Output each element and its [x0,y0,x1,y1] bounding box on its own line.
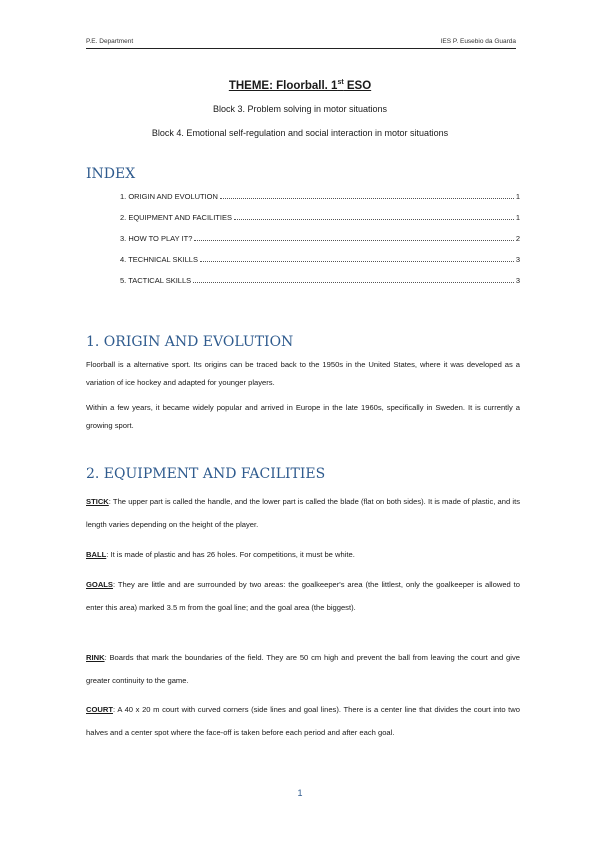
equipment-term: RINK [86,653,105,662]
toc-entry-label: 1. ORIGIN AND EVOLUTION [120,192,218,201]
toc-entry-page: 3 [515,255,520,264]
equipment-description: : It is made of plastic and has 26 holes. For competitions, it must be white. [106,550,355,559]
origin-paragraph-2: Within a few years, it became widely popular and arrived in Europe in the late 1960s, specifically in Sweden. It is currently a growing sport. [86,403,520,430]
toc-leader [194,240,513,241]
header-department: P.E. Department [86,38,134,45]
equipment-item-rink [86,646,520,692]
equipment-description: : The upper part is called the handle, and the lower part is called the blade (flat on both sides). It is made of plastic, and its length varies depending on the height of the player. [86,497,520,529]
toc-entry-label: 2. EQUIPMENT AND FACILITIES [120,213,232,222]
toc-entry-page: 3 [515,276,520,285]
toc-entry[interactable] [120,191,520,212]
toc-entry[interactable] [120,233,520,254]
equipment-description: : A 40 x 20 m court with curved corners (side lines and goal lines). There is a center line that divides the court into two halves and a center spot where the face-off is taken before each period and after each goal. [86,705,520,737]
equipment-item-goals [86,573,520,619]
equipment-item-stick [86,490,520,536]
toc-leader [193,282,514,283]
equipment-heading: 2. EQUIPMENT AND FACILITIES [86,466,326,482]
toc-entry[interactable] [120,254,520,275]
equipment-description: : They are little and are surrounded by two areas: the goalkeeper's area (the littlest, only the goalkeeper is allowed to enter this area) marked 3.5 m from the goal line; and the goal area (the biggest). [86,580,520,612]
toc-entry-page: 1 [515,192,520,201]
toc-entry-page: 2 [515,234,520,243]
toc-entry-label: 5. TACTICAL SKILLS [120,276,192,285]
running-header [86,38,516,45]
origin-paragraph-1: Floorball is a alternative sport. Its origins can be traced back to the 1950s in the United States, where it was developed as a variation of ice hockey and adapted for younger players. [86,360,520,387]
index-heading: INDEX [86,166,136,182]
header-school: IES P. Eusebio da Guarda [440,38,516,45]
title-suffix: ESO [343,79,372,92]
toc-entry-label: 4. TECHNICAL SKILLS [120,255,198,264]
equipment-item-ball [86,543,520,566]
equipment-term: BALL [86,550,107,559]
equipment-term: GOALS [86,580,114,589]
table-of-contents [120,191,520,296]
toc-entry[interactable] [120,275,520,296]
toc-leader [220,198,514,199]
equipment-description: : Boards that mark the boundaries of the field. They are 50 cm high and prevent the ball from leaving the court and give greater continuity to the game. [86,653,520,685]
equipment-term: STICK [86,497,109,506]
toc-leader [234,219,514,220]
toc-entry[interactable] [120,212,520,233]
toc-entry-label: 3. HOW TO PLAY IT? [120,234,193,243]
page-number: 1 [297,788,303,798]
document-title [0,79,600,92]
equipment-item-court [86,698,520,744]
toc-leader [200,261,514,262]
block-4-line: Block 4. Emotional self-regulation and social interaction in motor situations [151,128,449,138]
title-ordinal: st [337,79,344,86]
header-rule [86,48,516,49]
equipment-term: COURT [86,705,113,714]
origin-heading: 1. ORIGIN AND EVOLUTION [86,334,294,350]
toc-entry-page: 1 [515,213,520,222]
title-main: THEME: Floorball. 1 [228,79,338,92]
block-3-line: Block 3. Problem solving in motor situations [212,104,388,114]
